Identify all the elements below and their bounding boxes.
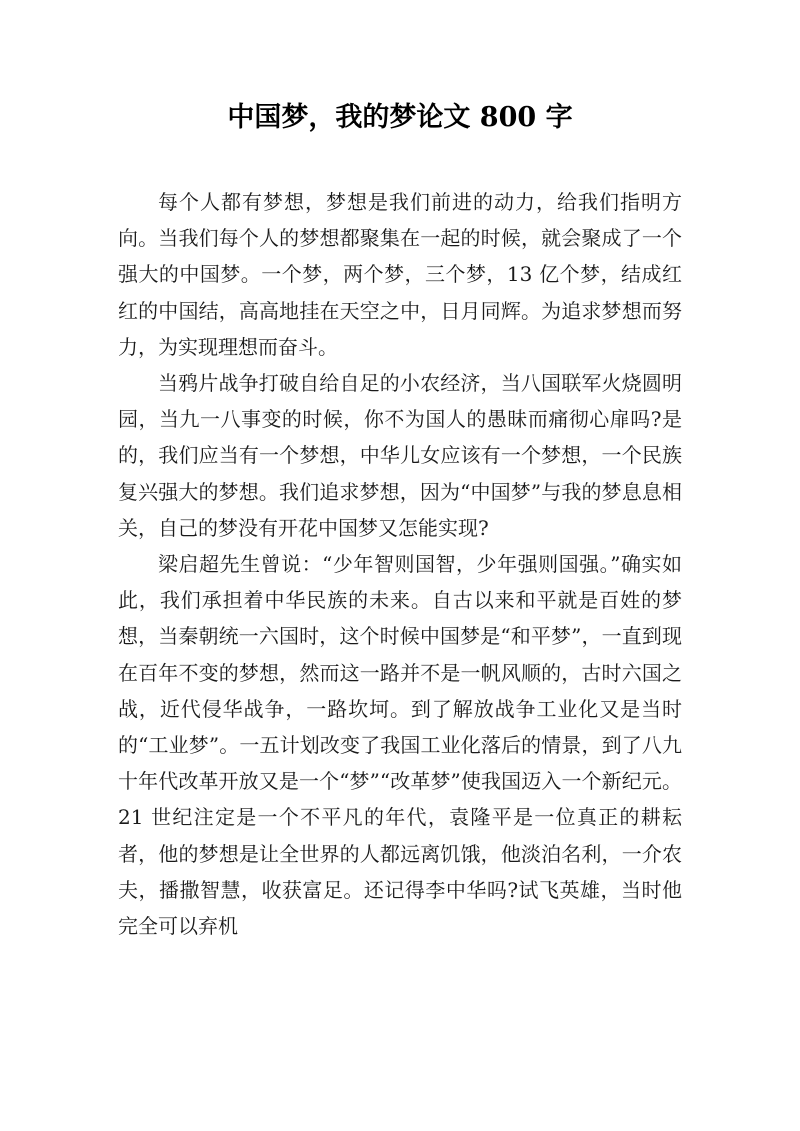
paragraph-3: 梁启超先生曾说：“少年智则国智，少年强则国强。”确实如此，我们承担着中华民族的未来。自古以来和平就是百姓的梦想，当秦朝统一六国时，这个时候中国梦是“和平梦”，一直到现在百年不变的梦想，然而这一路并不是一帆风顺的，古时六国之战，近代侵华战争，一路坎坷。到了解放战争工业化又是当时的“工业梦”。一五计划改变了我国工业化落后的情景，到了八九十年代改革开放又是一个“梦”“改革梦”使我国迈入一个新纪元。21 世纪注定是一个不平凡的年代，袁隆平是一位真正的耕耘者，他的梦想是让全世界的人都远离饥饿，他淡泊名利，一介农夫，播撒智慧，收获富足。还记得李中华吗?试飞英雄，当时他完全可以弃机 [118, 552, 682, 939]
paragraph-2: 当鸦片战争打破自给自足的小农经济，当八国联军火烧圆明园，当九一八事变的时候，你不为国人的愚昧而痛彻心扉吗?是的，我们应当有一个梦想，中华儿女应该有一个梦想，一个民族复兴强大的梦想。我们追求梦想，因为“中国梦”与我的梦息息相关，自己的梦没有开花中国梦又怎能实现? [118, 371, 682, 540]
paragraph-1: 每个人都有梦想，梦想是我们前进的动力，给我们指明方向。当我们每个人的梦想都聚集在一起的时候，就会聚成了一个强大的中国梦。一个梦，两个梦，三个梦，13 亿个梦，结成红红的中国结，高高地挂在天空之中，日月同辉。为追求梦想而努力，为实现理想而奋斗。 [118, 190, 682, 359]
document-title: 中国梦，我的梦论文 800 字 [227, 102, 573, 133]
document-body [118, 184, 682, 944]
